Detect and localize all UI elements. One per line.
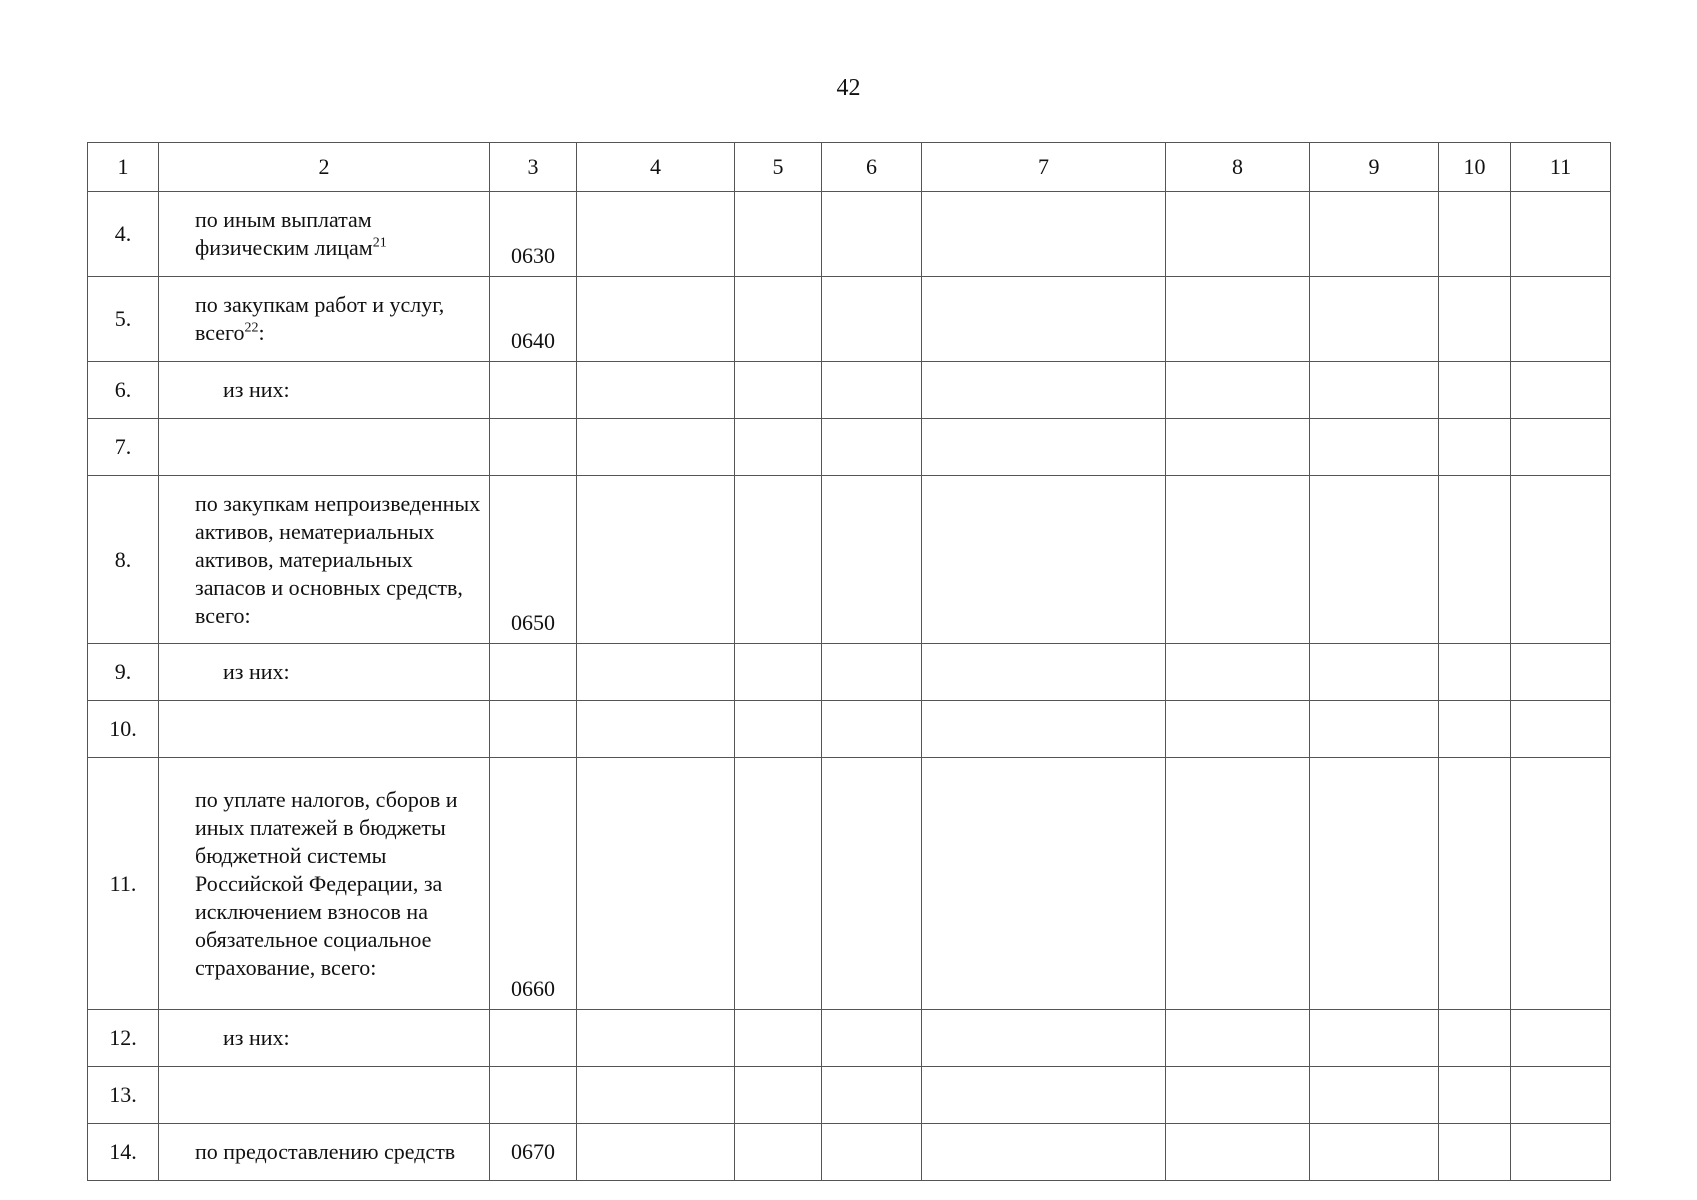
- table-cell: [735, 362, 822, 419]
- table-header-row: [88, 143, 1611, 192]
- table-cell: [735, 758, 822, 1010]
- column-header: 10: [1439, 143, 1511, 192]
- table-cell: [1439, 1067, 1511, 1124]
- row-number: 6.: [88, 362, 159, 419]
- table-row: [88, 1067, 1611, 1124]
- table-cell: [1310, 701, 1439, 758]
- row-code: [490, 644, 577, 701]
- table-cell: [735, 1067, 822, 1124]
- table-cell: [1439, 758, 1511, 1010]
- row-code: 0640: [490, 277, 577, 362]
- row-number: 13.: [88, 1067, 159, 1124]
- table-cell: [1166, 362, 1310, 419]
- table-cell: [577, 1067, 735, 1124]
- table-cell: [577, 277, 735, 362]
- table-cell: [1439, 1010, 1511, 1067]
- table-cell: [1166, 1010, 1310, 1067]
- table-cell: [922, 701, 1166, 758]
- table-row: [88, 758, 1611, 1010]
- table-cell: [1310, 1124, 1439, 1181]
- table-cell: [1310, 476, 1439, 644]
- row-name-text: по иным выплатам физическим лицам: [195, 207, 373, 260]
- table-cell: [922, 644, 1166, 701]
- table-row: [88, 419, 1611, 476]
- row-name: по уплате налогов, сборов и иных платежей в бюджеты бюджетной системы Российской Федерации, за исключением взносов на обязательное социальное страхование, всего:: [159, 758, 490, 1010]
- table-cell: [1511, 362, 1611, 419]
- row-code: [490, 1067, 577, 1124]
- table-cell: [822, 476, 922, 644]
- table-cell: [1511, 476, 1611, 644]
- table-cell: [1166, 644, 1310, 701]
- table-cell: [1511, 758, 1611, 1010]
- row-name: [159, 192, 490, 277]
- row-name: из них:: [159, 1010, 490, 1067]
- table-row: [88, 476, 1611, 644]
- row-number: 14.: [88, 1124, 159, 1181]
- table-cell: [922, 1067, 1166, 1124]
- table-cell: [822, 192, 922, 277]
- table-cell: [577, 1010, 735, 1067]
- table-cell: [577, 701, 735, 758]
- row-code: [490, 1010, 577, 1067]
- row-name: по закупкам непроизведенных активов, нематериальных активов, материальных запасов и основных средств, всего:: [159, 476, 490, 644]
- table-cell: [577, 476, 735, 644]
- table-cell: [1310, 1067, 1439, 1124]
- row-name: по предоставлению средств: [159, 1124, 490, 1181]
- row-name: [159, 701, 490, 758]
- table-cell: [1511, 1124, 1611, 1181]
- table-cell: [735, 476, 822, 644]
- table-cell: [922, 758, 1166, 1010]
- table-cell: [577, 644, 735, 701]
- table-cell: [1511, 277, 1611, 362]
- table-cell: [822, 419, 922, 476]
- table-cell: [577, 1124, 735, 1181]
- column-header: 1: [88, 143, 159, 192]
- table-cell: [822, 644, 922, 701]
- column-header: 5: [735, 143, 822, 192]
- table-cell: [1166, 192, 1310, 277]
- table-cell: [1310, 758, 1439, 1010]
- table-cell: [1310, 192, 1439, 277]
- table-cell: [577, 758, 735, 1010]
- table-cell: [922, 277, 1166, 362]
- column-header: 6: [822, 143, 922, 192]
- table-cell: [1310, 419, 1439, 476]
- row-number: 9.: [88, 644, 159, 701]
- table-cell: [822, 701, 922, 758]
- footnote-marker: 21: [372, 235, 387, 251]
- row-code: 0650: [490, 476, 577, 644]
- table-cell: [822, 1010, 922, 1067]
- table-cell: [1310, 644, 1439, 701]
- row-code: [490, 419, 577, 476]
- row-name: [159, 419, 490, 476]
- table-cell: [922, 476, 1166, 644]
- table-row: [88, 1010, 1611, 1067]
- table-cell: [735, 192, 822, 277]
- table-row: [88, 701, 1611, 758]
- column-header: 2: [159, 143, 490, 192]
- table-cell: [735, 644, 822, 701]
- table-cell: [822, 362, 922, 419]
- page-number: 42: [836, 75, 861, 101]
- column-header: 11: [1511, 143, 1611, 192]
- table-cell: [577, 192, 735, 277]
- table-cell: [1166, 419, 1310, 476]
- table-cell: [1310, 1010, 1439, 1067]
- table-cell: [822, 1124, 922, 1181]
- table-cell: [1166, 701, 1310, 758]
- table-row: [88, 362, 1611, 419]
- table-cell: [1310, 277, 1439, 362]
- row-code: [490, 701, 577, 758]
- column-header: 8: [1166, 143, 1310, 192]
- table-cell: [1511, 644, 1611, 701]
- table-cell: [1439, 701, 1511, 758]
- table-cell: [577, 362, 735, 419]
- table-cell: [577, 419, 735, 476]
- table-cell: [1439, 419, 1511, 476]
- table-cell: [1439, 277, 1511, 362]
- table-cell: [922, 1124, 1166, 1181]
- table-cell: [1166, 1067, 1310, 1124]
- table-cell: [822, 277, 922, 362]
- column-header: 4: [577, 143, 735, 192]
- row-number: 8.: [88, 476, 159, 644]
- table-cell: [735, 1124, 822, 1181]
- row-name: из них:: [159, 644, 490, 701]
- table-row: [88, 1124, 1611, 1181]
- row-name: [159, 277, 490, 362]
- table-cell: [1166, 277, 1310, 362]
- table-cell: [922, 192, 1166, 277]
- table-cell: [735, 1010, 822, 1067]
- table-cell: [1166, 1124, 1310, 1181]
- row-number: 11.: [88, 758, 159, 1010]
- table-cell: [1439, 192, 1511, 277]
- table-cell: [922, 1010, 1166, 1067]
- table-cell: [735, 701, 822, 758]
- row-code: [490, 362, 577, 419]
- table-cell: [1166, 476, 1310, 644]
- row-number: 5.: [88, 277, 159, 362]
- report-table: [87, 142, 1611, 1181]
- table-row: [88, 644, 1611, 701]
- row-code: 0670: [490, 1124, 577, 1181]
- row-name-text: по закупкам работ и услуг, всего: [195, 292, 445, 345]
- table-cell: [1439, 476, 1511, 644]
- column-header: 3: [490, 143, 577, 192]
- table-cell: [1511, 701, 1611, 758]
- table-row: [88, 192, 1611, 277]
- table-cell: [1310, 362, 1439, 419]
- row-name-suffix: :: [258, 320, 265, 345]
- table-cell: [1439, 644, 1511, 701]
- table-cell: [1511, 1067, 1611, 1124]
- table-cell: [1511, 192, 1611, 277]
- row-code: 0630: [490, 192, 577, 277]
- table-cell: [822, 1067, 922, 1124]
- table-cell: [735, 419, 822, 476]
- row-code: 0660: [490, 758, 577, 1010]
- row-number: 7.: [88, 419, 159, 476]
- table-cell: [1511, 1010, 1611, 1067]
- row-name: из них:: [159, 362, 490, 419]
- table-cell: [735, 277, 822, 362]
- table-cell: [1511, 419, 1611, 476]
- table-cell: [922, 419, 1166, 476]
- row-number: 12.: [88, 1010, 159, 1067]
- table-cell: [822, 758, 922, 1010]
- table-cell: [1439, 1124, 1511, 1181]
- footnote-marker: 22: [244, 320, 259, 336]
- row-number: 10.: [88, 701, 159, 758]
- table-cell: [922, 362, 1166, 419]
- column-header: 7: [922, 143, 1166, 192]
- row-name: [159, 1067, 490, 1124]
- column-header: 9: [1310, 143, 1439, 192]
- table-cell: [1439, 362, 1511, 419]
- table-cell: [1166, 758, 1310, 1010]
- row-number: 4.: [88, 192, 159, 277]
- table-row: [88, 277, 1611, 362]
